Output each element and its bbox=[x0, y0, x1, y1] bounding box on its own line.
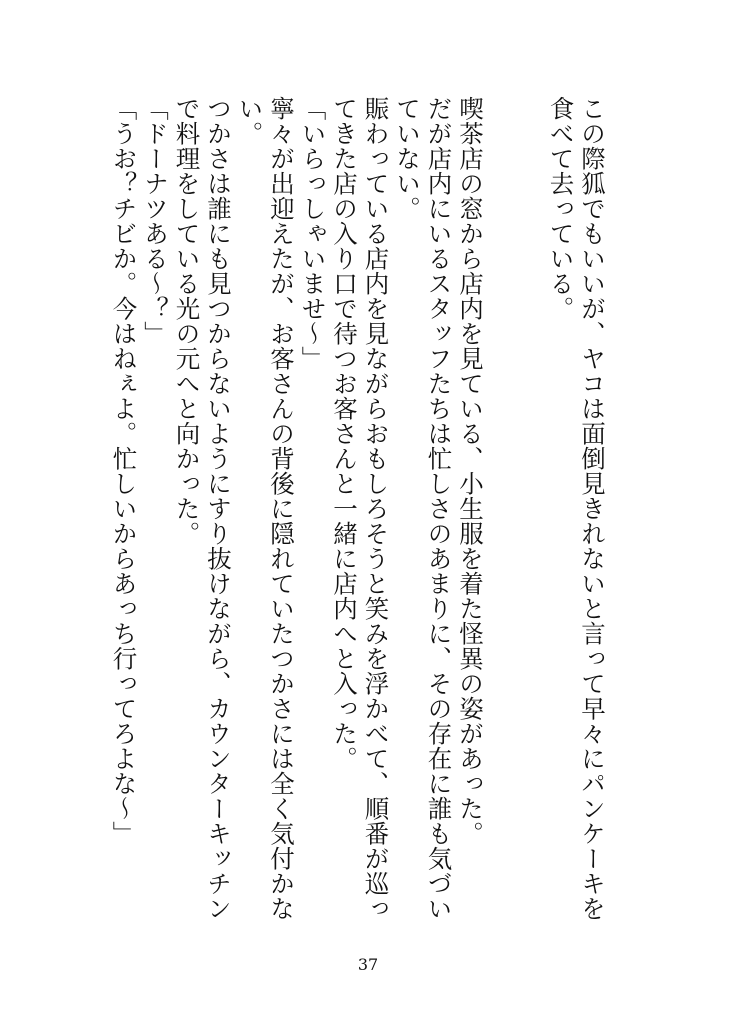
page-number: 37 bbox=[357, 955, 379, 974]
paragraph: 寧々が出迎えたが、お客さんの背後に隠れていたつかさには全く気付かない。 bbox=[235, 96, 296, 921]
paragraph: この際狐でもいいが、ヤコは面倒見きれないと言って早々にパンケーキを食べて去っている。 bbox=[546, 96, 607, 921]
paragraph: 賑わっている店内を見ながらおもしろそうと笑みを浮かべて、順番が巡ってきた店の入り口で待つお客さんと一緒に店内へと入った。 bbox=[330, 96, 391, 921]
paragraph: だが店内にいるスタッフたちは忙しさのあまりに、その存在に誰も気づいていない。 bbox=[393, 96, 454, 921]
dialogue-line: 「ドーナツある～？」 bbox=[141, 96, 170, 346]
paragraph: つかさは誰にも見つからないようにすり抜けながら、カウンターキッチンで料理をしている光の元へと向かった。 bbox=[172, 96, 233, 921]
dialogue-line: 「いらっしゃいませ～」 bbox=[298, 96, 328, 371]
dialogue-line: 「うお？チビか。今はねぇよ。忙しいからあっち行ってろよな～」 bbox=[109, 96, 139, 846]
vertical-text-body bbox=[108, 96, 608, 944]
paragraph: 喫茶店の窓から店内を見ている、小生服を着た怪異の姿があった。 bbox=[456, 96, 485, 846]
